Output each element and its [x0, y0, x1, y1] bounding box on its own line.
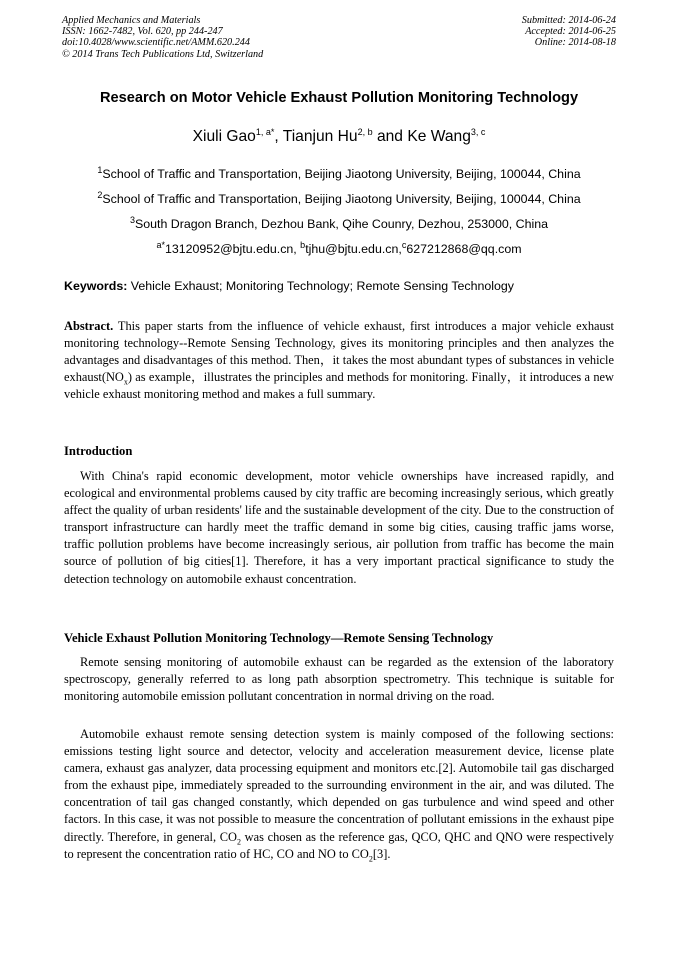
keywords-label: Keywords: — [64, 279, 128, 293]
affiliation-text: School of Traffic and Transportation, Beijing Jiaotong University, Beijing, 100044, China — [102, 192, 581, 206]
abstract-text: This paper starts from the influence of vehicle exhaust, first introduces a major vehicle exhaust monitoring technology--Remote Sensing Technology, gives its monitoring principles and then analyzes the advantages and disadvantages of this method. Then，it takes the most abundant types of substances in vehicle exhaust(NO — [64, 319, 614, 385]
author-name: Xiuli Gao — [192, 128, 256, 145]
section-heading: Introduction — [64, 444, 133, 458]
journal-copyright: © 2014 Trans Tech Publications Ltd, Switzerland — [62, 48, 264, 60]
paragraph-text: was chosen as the reference gas, QCO, QHC and QNO were respectively to represent the concentration ratio of HC, CO and NO to CO — [64, 829, 614, 861]
affiliation-sup: 3 — [129, 214, 135, 225]
affiliation — [0, 164, 678, 181]
online-date: Online: 2014-08-18 — [534, 37, 616, 49]
author-sup: 2, b — [357, 126, 373, 137]
section-paragraph: Remote sensing monitoring of automobile exhaust can be regarded as the extension of the laboratory spectroscopy, generally referred to as long path absorption spectrometry. This technique is suitable for monitoring automobile emission pollutant concentration in normal driving on the road. — [64, 655, 614, 704]
affiliation-text: South Dragon Branch, Dezhou Bank, Qihe Counry, Dezhou, 253000, China — [134, 217, 549, 231]
abstract-text: ) as example，illustrates the principles and methods for monitoring. Finally，it introduces a new vehicle exhaust monitoring method and makes a full summary. — [64, 370, 614, 402]
journal-issn: ISSN: 1662-7482, Vol. 620, pp 244-247 — [62, 26, 223, 38]
email-text: 627212868@qq.com — [406, 242, 522, 256]
keywords — [64, 279, 624, 293]
affiliation-sup: 2 — [97, 189, 103, 200]
journal-info — [62, 15, 263, 60]
journal-name: Applied Mechanics and Materials — [62, 15, 201, 26]
paper-title: Research on Motor Vehicle Exhaust Pollution Monitoring Technology — [99, 90, 579, 106]
author-emails — [0, 239, 678, 256]
submission-dates — [522, 15, 616, 49]
author-name: Tianjun Hu — [282, 128, 358, 145]
author-sup: 1, a* — [255, 126, 275, 137]
abstract-subscript: x — [123, 377, 128, 387]
email-sup: a* — [156, 239, 165, 250]
abstract-label: Abstract. — [64, 319, 114, 333]
email-text: 13120952@bjtu.edu.cn, — [164, 242, 301, 256]
paragraph-subscript: 2 — [368, 854, 373, 864]
section-heading: Vehicle Exhaust Pollution Monitoring Technology—Remote Sensing Technology — [64, 631, 494, 645]
section-paragraph — [64, 726, 614, 863]
affiliation — [0, 189, 678, 206]
email-text: tjhu@bjtu.edu.cn, — [305, 242, 402, 256]
email-sup: c — [401, 239, 407, 250]
author-separator: and — [372, 128, 408, 145]
paragraph-text: [3]. — [372, 846, 391, 861]
introduction-paragraph: With China's rapid economic development, motor vehicle ownerships have increased rapidly, and ecological and environmental problems caused by city traffic are becoming increasingly serious, which greatly affect the quality of urban residents' life and the sustainable development of the city. Due to the construction of transport infrastructure can hardly meet the traffic demand in some big cities, causing traffic jams worse, traffic pollution problems have become increasingly serious, air pollution from traffic has become the main source of pollution of big cities[1]. Therefore, it has a very important practical significance to study the detection technology on automobile exhaust concentration. — [64, 469, 615, 586]
submitted-date: Submitted: 2014-06-24 — [521, 15, 616, 26]
author-separator: , — [274, 128, 283, 145]
author-name: Ke Wang — [407, 128, 471, 145]
paragraph-subscript: 2 — [236, 837, 241, 847]
author-sup: 3, c — [470, 126, 486, 137]
accepted-date: Accepted: 2014-06-25 — [525, 26, 616, 38]
author-list — [0, 128, 678, 146]
affiliation-sup: 1 — [97, 164, 103, 175]
affiliation-text: School of Traffic and Transportation, Beijing Jiaotong University, Beijing, 100044, China — [102, 167, 581, 181]
abstract — [64, 318, 614, 403]
affiliation — [0, 214, 678, 231]
email-sup: b — [300, 239, 306, 250]
keywords-text: Vehicle Exhaust; Monitoring Technology; Remote Sensing Technology — [127, 279, 515, 293]
journal-doi: doi:10.4028/www.scientific.net/AMM.620.244 — [62, 37, 250, 49]
paragraph-text: Automobile exhaust remote sensing detection system is mainly composed of the following sections: emissions testing light source and detector, velocity and acceleration measurement device, license plate camera, exhaust gas analyzer, data processing equipment and monitors etc.[2]. Automobile tail gas discharged from the exhaust pipe, immediately spreaded to the surrounding environment in the air, and was diluted. The concentration of tail gas changed constantly, which depended on gas turbulence and wind speed and other factors. In this case, it was not possible to measure the concentration of pollutant emissions in the exhaust pipe directly. Therefore, in general, CO — [64, 727, 614, 844]
